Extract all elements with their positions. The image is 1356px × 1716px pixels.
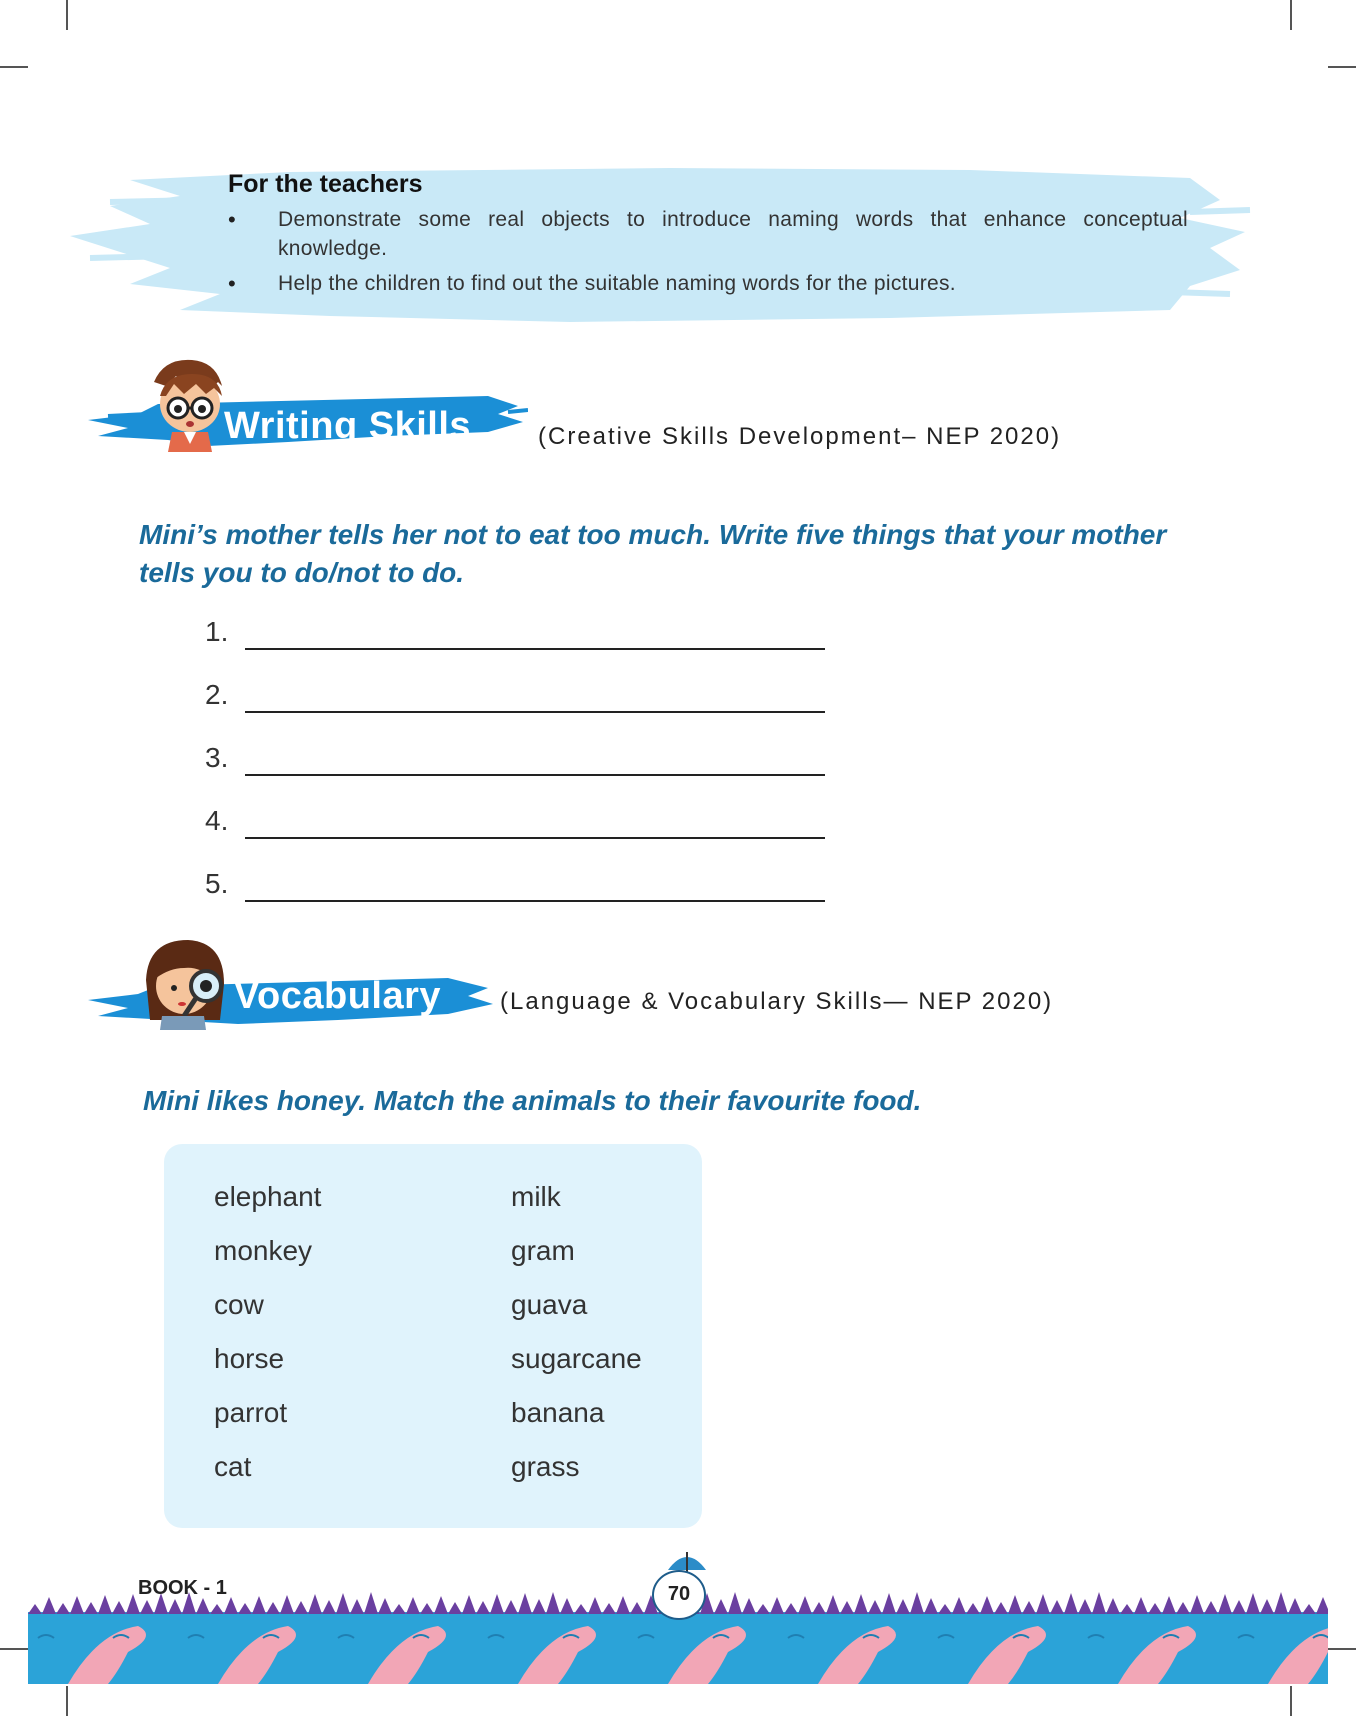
tree-icon — [476, 1601, 490, 1614]
tree-icon — [238, 1603, 252, 1614]
tree-icon — [602, 1603, 616, 1614]
tree-icon — [322, 1600, 336, 1614]
tree-icon — [98, 1595, 112, 1614]
tree-icon — [1218, 1594, 1232, 1614]
tree-icon — [1162, 1596, 1176, 1614]
answer-blank[interactable] — [245, 648, 825, 650]
tree-icon — [406, 1597, 420, 1614]
animal-word[interactable]: parrot — [214, 1397, 288, 1428]
line-number: 4. — [205, 805, 229, 836]
tree-icon — [462, 1595, 476, 1614]
bullet-icon: • — [228, 271, 237, 296]
tree-icon — [140, 1600, 154, 1614]
food-word[interactable]: grass — [511, 1451, 580, 1482]
crop-mark — [1290, 1686, 1292, 1716]
foods-column — [511, 1170, 642, 1494]
tree-icon — [910, 1592, 924, 1614]
animal-word[interactable]: horse — [214, 1343, 285, 1374]
page-number: 70 — [667, 1583, 691, 1605]
vocabulary-subtitle: (Language & Vocabulary Skills— NEP 2020) — [500, 988, 1054, 1015]
tree-icon — [56, 1603, 70, 1614]
animal-word[interactable]: cat — [214, 1451, 252, 1482]
tree-icon — [742, 1598, 756, 1614]
writing-skills-subtitle: (Creative Skills Development– NEP 2020) — [538, 423, 1062, 450]
tree-icon — [28, 1604, 42, 1614]
tree-icon — [252, 1596, 266, 1614]
tree-icon — [784, 1603, 798, 1614]
tree-icon — [1022, 1601, 1036, 1614]
tree-icon — [490, 1594, 504, 1614]
tree-icon — [938, 1604, 952, 1614]
tree-icon — [1050, 1600, 1064, 1614]
writing-instruction: Mini’s mother tells her not to eat too much. Write five things that your mother tells you to do/not to do. — [139, 519, 1167, 588]
line-number: 2. — [205, 679, 229, 710]
answer-blank[interactable] — [245, 900, 825, 902]
crop-mark — [1328, 66, 1356, 68]
tree-icon — [1064, 1593, 1078, 1614]
tree-icon — [826, 1595, 840, 1614]
tree-icon — [798, 1596, 812, 1614]
writing-skills-title: Writing Skills — [224, 405, 472, 447]
tree-icon — [980, 1596, 994, 1614]
tree-icon — [1092, 1592, 1106, 1614]
answer-line — [205, 612, 825, 675]
tree-icon — [616, 1596, 630, 1614]
crop-mark — [66, 0, 68, 30]
page-number-badge — [652, 1570, 706, 1620]
tree-icon — [1106, 1598, 1120, 1614]
tree-icon — [1134, 1597, 1148, 1614]
tree-icon — [1232, 1600, 1246, 1614]
tree-icon — [1078, 1599, 1092, 1614]
tree-icon — [896, 1599, 910, 1614]
tree-icon — [350, 1599, 364, 1614]
book-label: BOOK - 1 — [138, 1577, 227, 1599]
tree-icon — [952, 1597, 966, 1614]
tree-icon — [266, 1602, 280, 1614]
tree-icon — [588, 1597, 602, 1614]
tree-icon — [1316, 1597, 1328, 1614]
tree-icon — [560, 1598, 574, 1614]
teachers-item — [228, 205, 1188, 263]
tree-icon — [994, 1602, 1008, 1614]
tree-icon — [756, 1604, 770, 1614]
food-word[interactable]: guava — [511, 1289, 588, 1320]
tree-icon — [210, 1604, 224, 1614]
tree-icon — [1260, 1599, 1274, 1614]
tree-icon — [854, 1594, 868, 1614]
tree-icon — [280, 1595, 294, 1614]
answer-line — [205, 864, 825, 927]
teachers-title: For the teachers — [228, 170, 423, 198]
tree-icon — [336, 1593, 350, 1614]
animal-word[interactable]: elephant — [214, 1181, 322, 1212]
teachers-item-text: Help the children to find out the suitable naming words for the pictures. — [278, 272, 956, 295]
tree-icon — [924, 1598, 938, 1614]
tree-icon — [434, 1596, 448, 1614]
tree-icon — [1190, 1595, 1204, 1614]
tree-icon — [882, 1593, 896, 1614]
answer-line — [205, 801, 825, 864]
tree-icon — [532, 1599, 546, 1614]
tree-icon — [770, 1597, 784, 1614]
food-word[interactable]: banana — [511, 1397, 605, 1428]
tree-icon — [1288, 1598, 1302, 1614]
food-word[interactable]: milk — [511, 1181, 561, 1212]
teachers-item — [228, 269, 1188, 298]
bullet-icon: • — [228, 207, 237, 232]
answer-lines — [205, 612, 825, 927]
vocabulary-title: Vocabulary — [234, 975, 442, 1017]
line-number: 3. — [205, 742, 229, 773]
tree-icon — [840, 1601, 854, 1614]
match-box — [164, 1144, 702, 1528]
tree-icon — [364, 1592, 378, 1614]
food-word[interactable]: sugarcane — [511, 1343, 642, 1374]
line-number: 5. — [205, 868, 229, 899]
tree-icon — [196, 1598, 210, 1614]
vocabulary-instruction: Mini likes honey. Match the animals to their favourite food. — [143, 1085, 922, 1116]
tree-icon — [504, 1600, 518, 1614]
tree-icon — [518, 1593, 532, 1614]
tree-icon — [1008, 1595, 1022, 1614]
tree-icon — [1036, 1594, 1050, 1614]
tree-icon — [70, 1596, 84, 1614]
animals-column — [214, 1170, 321, 1494]
teachers-list — [228, 205, 1188, 304]
tree-icon — [112, 1601, 126, 1614]
tree-icon — [1120, 1604, 1134, 1614]
teachers-item-text: Demonstrate some real objects to introduce naming words that enhance conceptual knowledge. — [278, 208, 1188, 260]
tree-icon — [1204, 1601, 1218, 1614]
tree-icon — [1148, 1603, 1162, 1614]
tree-icon — [1246, 1593, 1260, 1614]
tree-icon — [574, 1604, 588, 1614]
tree-icon — [420, 1603, 434, 1614]
crop-mark — [1290, 0, 1292, 30]
tree-icon — [728, 1592, 742, 1614]
answer-blank[interactable] — [245, 711, 825, 713]
tree-icon — [392, 1604, 406, 1614]
tree-icon — [84, 1602, 98, 1614]
tree-icon — [42, 1597, 56, 1614]
tree-icon — [714, 1599, 728, 1614]
crop-mark — [1328, 1648, 1356, 1650]
tree-icon — [812, 1602, 826, 1614]
tree-icon — [1302, 1604, 1316, 1614]
answer-line — [205, 738, 825, 801]
answer-blank[interactable] — [245, 837, 825, 839]
tree-icon — [1176, 1602, 1190, 1614]
tree-icon — [966, 1603, 980, 1614]
tree-icon — [378, 1598, 392, 1614]
crop-mark — [66, 1686, 68, 1716]
tree-icon — [868, 1600, 882, 1614]
tree-icon — [168, 1599, 182, 1614]
girl-character-icon — [146, 940, 224, 1030]
tree-icon — [546, 1592, 560, 1614]
tree-icon — [448, 1602, 462, 1614]
answer-blank[interactable] — [245, 774, 825, 776]
crop-mark — [0, 1648, 28, 1650]
tree-icon — [294, 1601, 308, 1614]
tree-icon — [308, 1594, 322, 1614]
animal-word[interactable]: monkey — [214, 1235, 313, 1266]
answer-line — [205, 675, 825, 738]
food-word[interactable]: gram — [511, 1235, 575, 1266]
crop-mark — [0, 66, 28, 68]
animal-word[interactable]: cow — [214, 1289, 264, 1320]
line-number: 1. — [205, 616, 229, 647]
tree-icon — [1274, 1592, 1288, 1614]
tree-icon — [630, 1602, 644, 1614]
